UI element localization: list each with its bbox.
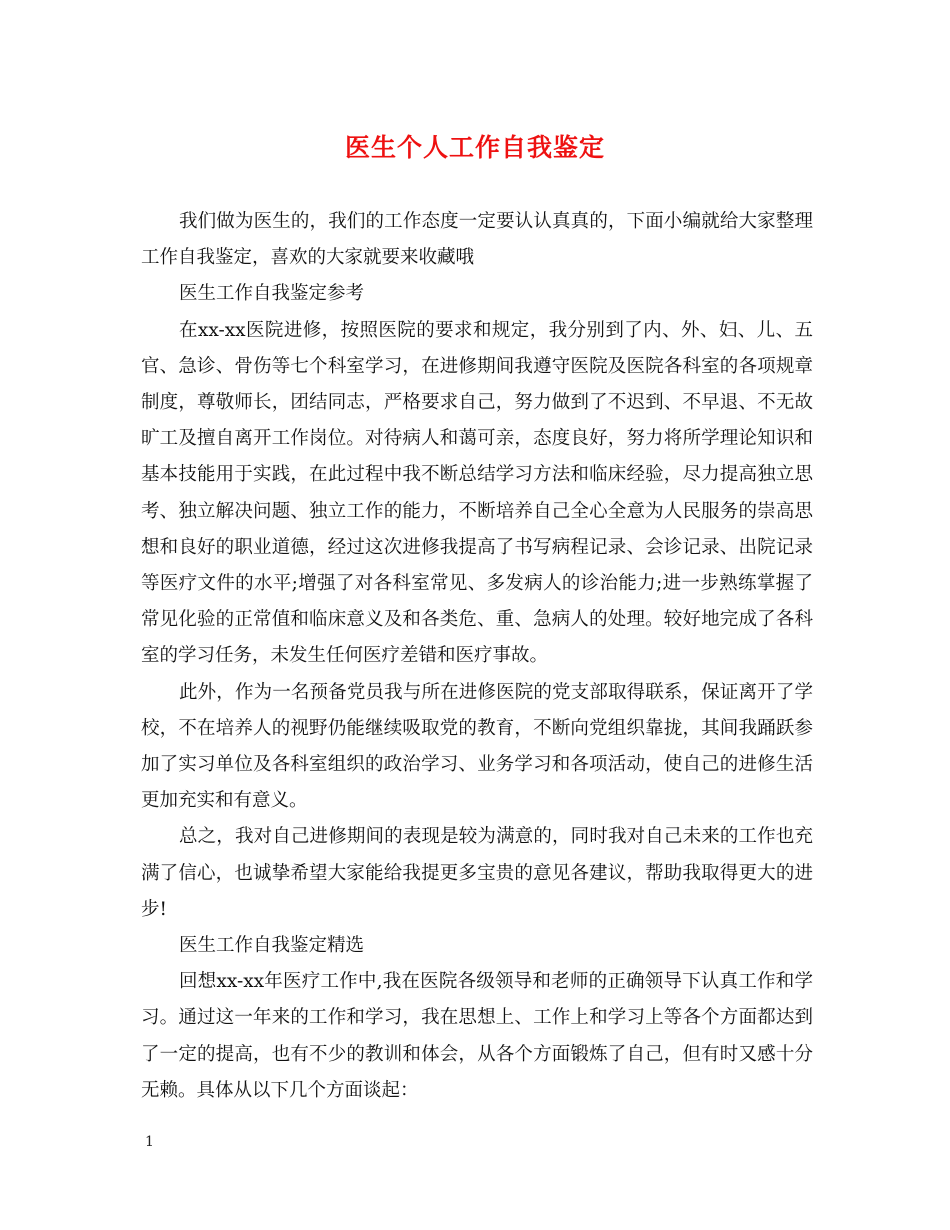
document-title: 医生个人工作自我鉴定 xyxy=(344,133,605,162)
body-paragraph: 此外，作为一名预备党员我与所在进修医院的党支部取得联系，保证离开了学校，不在培养人的视野仍能继续吸取党的教育，不断向党组织靠拢，其间我踊跃参加了实习单位及各科室组织的政治学习、业务学习和各项活动，使自己的进修生活更加充实和有意义。 xyxy=(141,681,813,812)
body-paragraph: 在xx-xx医院进修，按照医院的要求和规定，我分别到了内、外、妇、儿、五官、急诊、骨伤等七个科室学习，在进修期间我遵守医院及医院各科室的各项规章制度，尊敬师长，团结同志，严格要求自己，努力做到了不迟到、不早退、不无故旷工及擅自离开工作岗位。对待病人和蔼可亲，态度良好，努力将所学理论知识和基本技能用于实践，在此过程中我不断总结学习方法和临床经验，尽力提高独立思考、独立解决问题、独立工作的能力，不断培养自己全心全意为人民服务的崇高思想和良好的职业道德，经过这次进修我提高了书写病程记录、会诊记录、出院记录等医疗文件的水平;增强了对各科室常见、多发病人的诊治能力;进一步熟练掌握了常见化验的正常值和临床意义及和各类危、重、急病人的处理。较好地完成了各科室的学习任务，未发生任何医疗差错和医疗事故。 xyxy=(141,319,813,667)
document-body xyxy=(141,204,813,1109)
page-number: 1 xyxy=(145,1134,154,1150)
body-paragraph: 回想xx-xx年医疗工作中,我在医院各级领导和老师的正确领导下认真工作和学习。通过这一年来的工作和学习，我在思想上、工作上和学习上等各个方面都达到了一定的提高，也有不少的教训和体会，从各个方面锻炼了自己，但有时又感十分无赖。具体从以下几个方面谈起： xyxy=(141,971,813,1101)
section-heading-reference: 医生工作自我鉴定参考 xyxy=(179,283,365,305)
intro-paragraph: 我们做为医生的，我们的工作态度一定要认认真真的，下面小编就给大家整理工作自我鉴定，喜欢的大家就要来收藏哦 xyxy=(141,211,813,269)
section-heading-selected: 医生工作自我鉴定精选 xyxy=(179,935,365,957)
body-paragraph: 总之，我对自己进修期间的表现是较为满意的，同时我对自己未来的工作也充满了信心，也诚挚希望大家能给我提更多宝贵的意见各建议，帮助我取得更大的进步! xyxy=(141,826,813,920)
